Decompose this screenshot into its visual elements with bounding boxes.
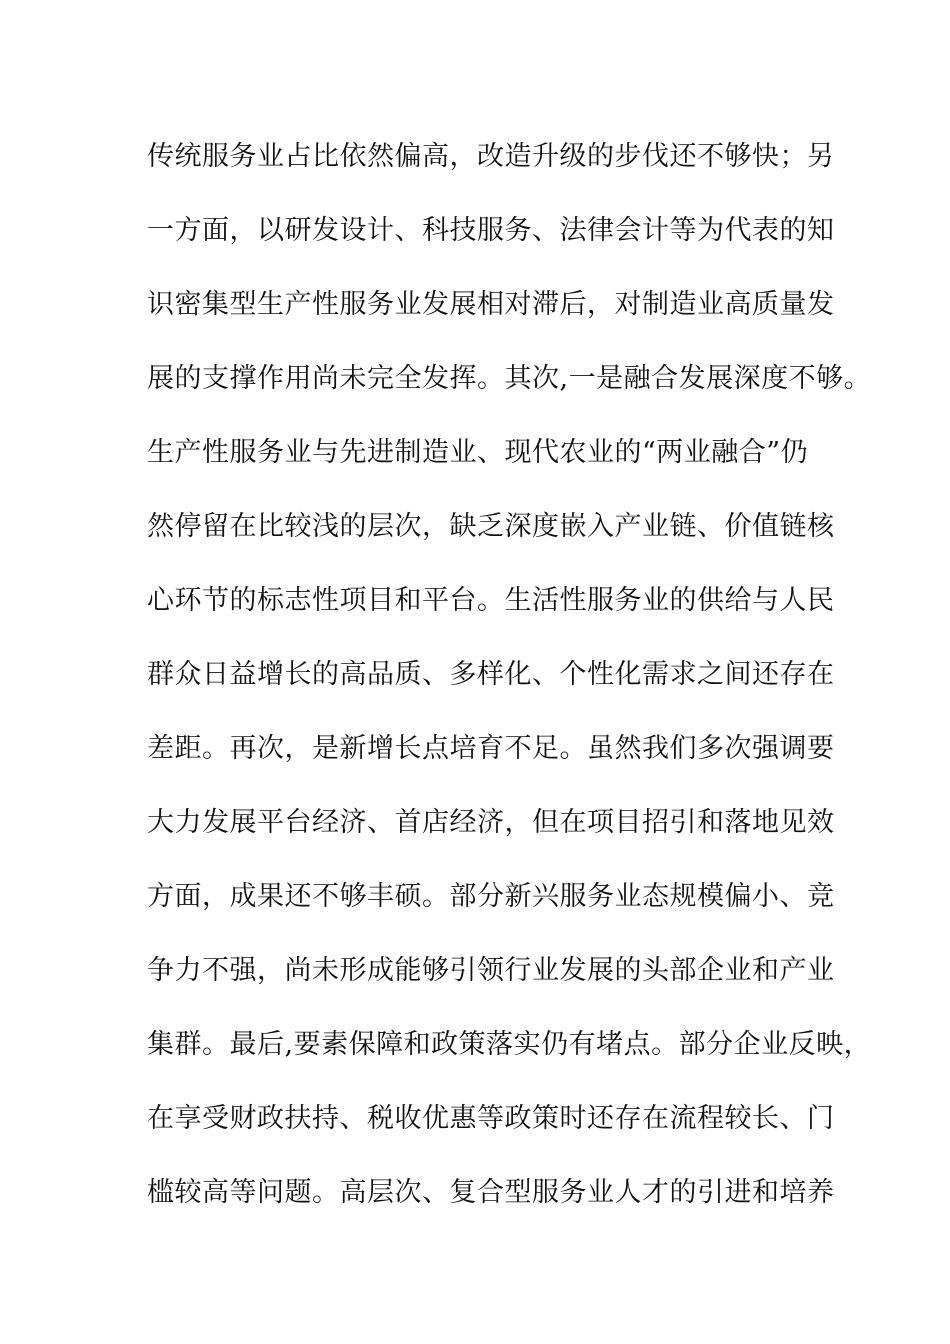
text-line: 然停留在比较浅的层次，缺乏深度嵌入产业链、价值链核 [147, 511, 835, 542]
text-line: 在享受财政扶持、税收优惠等政策时还存在流程较长、门 [147, 1103, 835, 1134]
text-line: 方面，成果还不够丰硕。部分新兴服务业态规模偏小、竞 [147, 881, 835, 912]
text-line: 一方面，以研发设计、科技服务、法律会计等为代表的知 [147, 215, 835, 246]
text-line: 心环节的标志性项目和平台。生活性服务业的供给与人民 [147, 585, 835, 616]
text-line: 生产性服务业与先进制造业、现代农业的“两业融合”仍 [147, 437, 809, 468]
text-line: 识密集型生产性服务业发展相对滞后，对制造业高质量发 [147, 289, 835, 320]
body-text [147, 120, 872, 1230]
text-line: 争力不强，尚未形成能够引领行业发展的头部企业和产业 [147, 955, 835, 986]
text-line: 群众日益增长的高品质、多样化、个性化需求之间还存在 [147, 659, 835, 690]
text-line: 展的支撑作用尚未完全发挥。其次,一是融合发展深度不够。 [147, 363, 872, 394]
text-line: 差距。再次，是新增长点培育不足。虽然我们多次强调要 [147, 733, 835, 764]
text-line: 集群。最后,要素保障和政策落实仍有堵点。部分企业反映， [147, 1029, 872, 1060]
text-line: 大力发展平台经济、首店经济，但在项目招引和落地见效 [147, 807, 835, 838]
text-line: 传统服务业占比依然偏高，改造升级的步伐还不够快；另 [147, 141, 835, 172]
text-line: 槛较高等问题。高层次、复合型服务业人才的引进和培养 [147, 1177, 835, 1208]
